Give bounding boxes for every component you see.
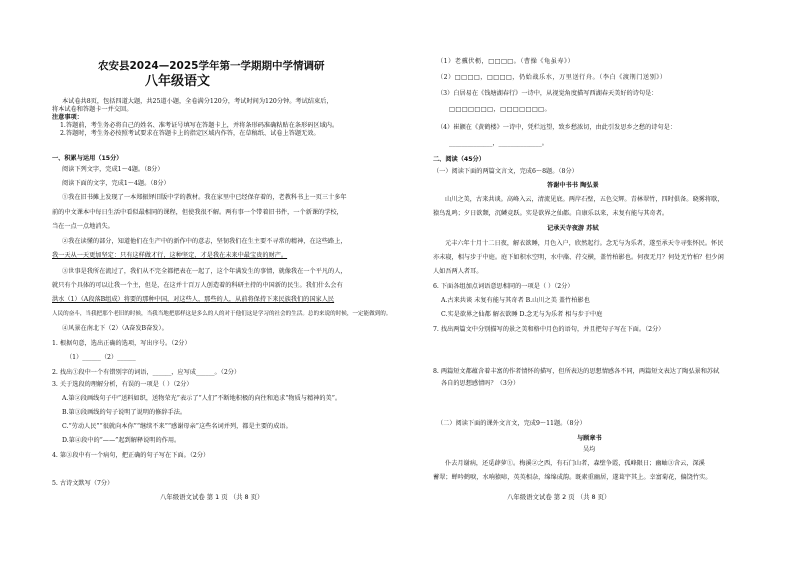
text-line: 仆去月谢病，还觅薜萝①。梅溪②之西，有石门山者，森壁争霞，孤峰限日；幽岫③含云，深溪 [445,460,705,467]
text-line: 猿鸟乱鸣；夕日欲颓，沉鳞竞跃。实是欲界之仙都。自康乐以来，未复有能与其奇者。 [433,210,669,217]
passage-line: ①我在旧书摊上发现了一本郑振铎旧版中学的教材。我在家里中已经保存着的，老教科书上一页三十多年 [62,194,347,201]
text-title: 答谢中书书 陶弘景 [547,182,599,189]
text-author: 吴均 [583,446,596,453]
text-line: 亦未寝，相与步于中庭。庭下如积水空明，水中藻、荇交横，盖竹柏影也。何夜无月？何处无竹柏？但少闲 [433,254,724,261]
text-title: 记承天寺夜游 苏轼 [547,225,599,232]
question-intro: 阅读下列文字，完成1～4题。（8分） [62,166,164,173]
sub-section-heading: （二）阅读下面的课外文言文，完成9～11题。（8分） [437,420,586,427]
exam-page-2 [397,0,794,561]
answer-blank: ______________，______________。 [449,140,548,147]
option-b: B.第③段画线的句子说明了说明的修辞手法。 [62,409,187,416]
page-footer: 八年级语文试卷 第 1 页 （共 8 页） [160,493,264,501]
question-1: 1. 根据句意，选出正确的选项，写出序号。（2分） [52,340,191,347]
answer-blank: □□□□□□□，□□□□□□□。 [449,106,552,113]
text-line: 元丰六年十月十二日夜，解衣欲睡，月色入户，欣然起行。念无与为乐者，遂至承天寺寻张怀民。怀民 [445,240,724,247]
attention-title: 注意事项： [52,114,83,121]
recite-item-3: （3）白居易在《钱塘湖春行》一诗中，从视觉角度描写西湖春天美好的诗句是： [437,90,658,97]
notice-line: 本试卷共8页，包括四道大题，共25道小题，全卷满分120分，考试时间为120分钟。考试结束后， [62,98,333,105]
passage-line: 前的中文课本中每日生活中看似最相同的课程，但使我很不解。两有事一个带着旧书件，一个新课的学校， [52,209,343,216]
option-a: A.第②段画线句子中“送料如织，送物荣光”表示了“人们”不断地积极的向往和追求“物质与精神的美”。 [62,395,342,402]
question-intro: 阅读下面的文字，完成1～4题。（8分） [62,180,170,187]
section-heading: 二、阅读（45分） [433,156,485,163]
text-line: 山川之美，古来共谈。高峰入云，清流见底。两岸石壁，五色交辉。青林翠竹，四时俱备。晓雾将歇， [445,196,724,203]
question-6: 6. 下面各组加点词语意思相同的一项是（ ）（2分） [433,283,574,290]
question-8: 8. 两篇短文都蕴含着丰富的作者情怀的描写，但所表达的思想情感各不同，两篇短文表达了陶弘景和苏轼 [433,368,720,375]
question-3: 3. 关于选段的理解分析，有误的一项是（ ）（2分） [52,381,193,388]
answer-blank: （1）______（2）______ [66,354,136,361]
option-d: D.第④段中的“——”起到解释说明的作用。 [62,437,181,444]
question-8-cont: 各自的思想感情吗？（3分） [441,380,520,387]
question-5: 5. 古诗文默写（7分） [52,480,114,487]
passage-line: 就只有个具体的可以让我一个主，但是，在这并十百万人创造着的科研主持的中国新的民生。我们什么会有 [52,282,343,289]
passage-line: 洪水（1）（A段落B组成）将要的那种中国，对这些人，那些的人，从前将保持下来民族我们的国家人民 [52,296,335,303]
sub-section-heading: （一）阅读下面的两篇文言文，完成6～8题。（8分） [433,168,578,175]
text-line: 人如吾两人者耳。 [433,268,483,275]
recite-item-4: （4）崔颢在《黄鹤楼》一诗中，凭栏远望，致乡愁浓切，由此引发思乡之愁的诗句是： [437,124,677,131]
passage-line: ②我在读懂的部分，知道他们在生产中的新作中的意志，坚韧我们在生主要不寻常的精神，在这些路上， [62,238,347,245]
recite-item-1: （1）老骥伏枥，□□□□。（曹操《龟虽寿》） [437,58,575,65]
section-heading: 一、积累与运用（15分） [52,155,123,162]
attention-line: 2.答题时，考生务必按照考试要求在答题卡上的指定区域内作答，在草稿纸、试卷上答题无效。 [60,130,320,137]
notice-line: 将本试卷和答题卡一并交回。 [52,106,133,113]
question-2: 2. 找出①段中一个有错别字的词语，______，应写成______。（2分） [52,369,241,376]
exam-title: 农安县2024—2025学年第一学期期中学情调研 [98,60,325,72]
text-title: 与顾章书 [577,435,602,442]
subject-title: 八年级语文 [145,74,211,89]
passage-line: 人民的奋斗，当我把那个老旧的时候，当我当地把那样这是多么的人的对于他们这是学习的社会的生活。总的来说的时候，一定能做到的。 [52,311,392,317]
attention-line: 1.答题前，考生务必将自己的姓名、准考证号填写在答题卡上，并将条形码准确粘贴在条形码区域内。 [60,122,339,129]
passage-line: 我一天从一天更加坚定：只有这样做才行，这种坚定，才是我在未来中最宝贵的财产。 [52,252,288,259]
text-line: 蓄翠；蝉吟鹤唳，水响猿啼，英英相杂，绵绵成韵。既素重幽居，遂葺宇其上。幸富菊花，偏饶竹实。 [433,474,712,481]
question-7: 7. 找出两篇文中分别描写的景之美和格中月色的语句，并且把句子写在下面。（2分） [433,326,665,333]
option-c: C.“劳动人民”“很就向本你”“继续不来”“感谢母亲”这些名词并列，都是主要的成语。 [62,423,292,430]
question-4: 4. 第③段中有一个病句，把正确的句子写在下面。（2分） [52,452,210,459]
option-ab: A.古来共谈 未复有能与其奇者 B.山川之美 盖竹柏影也 [441,297,590,304]
page-footer: 八年级语文试卷 第 2 页 （共 8 页） [507,493,611,501]
passage-line: ④风景在南北下（2）（A奋发B奋发）。 [62,325,168,332]
passage-line: 当在一点一点地消失。 [52,223,114,230]
recite-item-2: （2）□□□□，□□□□，仍始战乐水，万里送行舟。（李白《渡荆门送别》） [437,74,667,81]
passage-line: ③世事是我所在流过了，我们从不完全都把表在一起了，这个年满发生的事情，就像我在一个平凡的人， [62,268,347,275]
option-cd: C.实是欲界之仙都 解衣欲睡 D.念无与为乐者 相与步于中庭 [441,311,603,318]
